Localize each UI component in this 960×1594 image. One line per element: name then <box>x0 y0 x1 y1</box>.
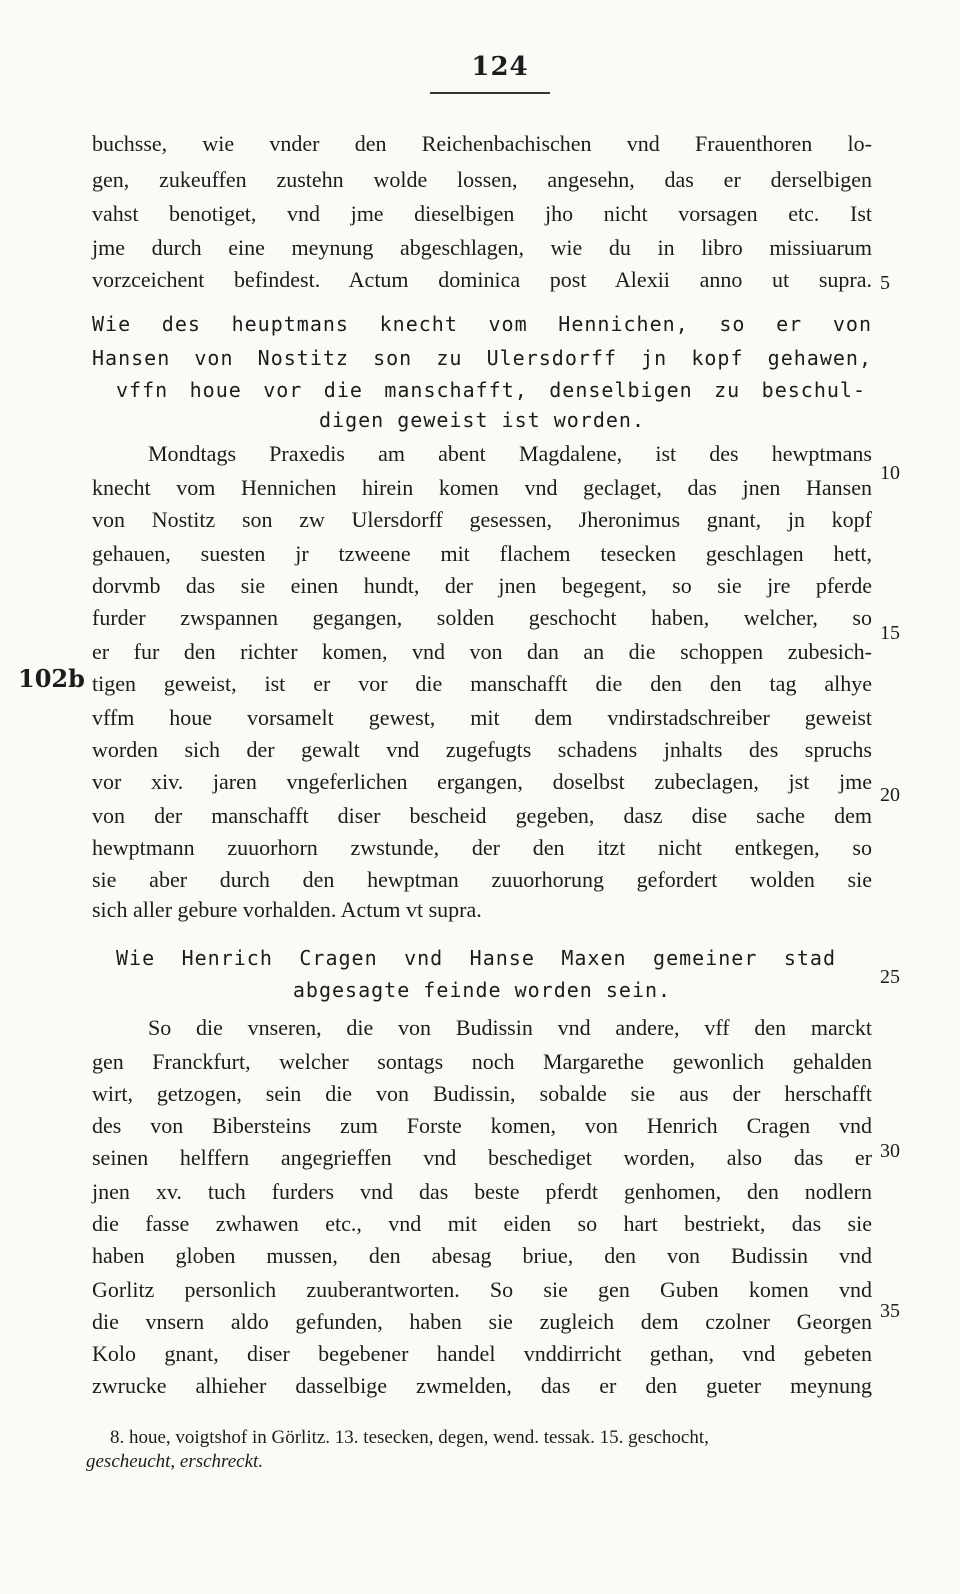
line-number: 30 <box>880 1140 900 1162</box>
text-line: jme durch eine meynung abgeschlagen, wie du in libro missiuarum <box>92 235 872 260</box>
text-line: vor xiv. jaren vngeferlichen ergangen, doselbst zubeclagen, jst jme <box>92 769 872 794</box>
text-line: Kolo gnant, diser begebener handel vnddirricht gethan, vnd gebeten <box>92 1341 872 1366</box>
page-number: 124 <box>471 52 529 82</box>
text-line: wirt, getzogen, sein die von Budissin, sobalde sie aus der herschafft <box>92 1081 872 1106</box>
header-rule <box>430 92 550 94</box>
line-number: 20 <box>880 784 900 806</box>
text-line: So die vnseren, die von Budissin vnd andere, vff den marckt <box>148 1015 872 1040</box>
section-heading: Hansen von Nostitz son zu Ulersdorff jn kopf gehawen, <box>92 346 872 370</box>
text-line: zwrucke alhieher dasselbige zwmelden, das er den gueter meynung <box>92 1373 872 1398</box>
text-line: Gorlitz personlich zuuberantworten. So sie gen Guben komen vnd <box>92 1277 872 1302</box>
text-line: die fasse zwhawen etc., vnd mit eiden so hart bestriekt, das sie <box>92 1211 872 1236</box>
text-line: knecht vom Hennichen hirein komen vnd geclaget, das jnen Hansen <box>92 475 872 500</box>
footnote-line: 8. houe, voigtshof in Görlitz. 13. tesecken, degen, wend. tessak. 15. geschocht, <box>110 1427 709 1448</box>
section-heading: abgesagte feinde worden sein. <box>292 978 672 1002</box>
line-number: 15 <box>880 622 900 644</box>
section-heading: Wie des heuptmans knecht vom Hennichen, so er von <box>92 312 872 336</box>
text-line: gen, zukeuffen zustehn wolde lossen, angesehn, das er derselbigen <box>92 167 872 192</box>
section-heading: vffn houe vor die manschafft, denselbigen zu beschul- <box>116 378 866 402</box>
text-line: des von Bibersteins zum Forste komen, von Henrich Cragen vnd <box>92 1113 872 1138</box>
text-line: die vnsern aldo gefunden, haben sie zugleich dem czolner Georgen <box>92 1309 872 1334</box>
footnote-line: gescheucht, erschreckt. <box>86 1451 264 1472</box>
section-heading: digen geweist ist worden. <box>318 408 646 432</box>
text-line: von der manschafft diser bescheid gegeben, dasz dise sache dem <box>92 803 872 828</box>
text-line: gen Franckfurt, welcher sontags noch Margarethe gewonlich gehalden <box>92 1049 872 1074</box>
text-line: vorzceichent befindest. Actum dominica post Alexii anno ut supra. <box>92 267 872 292</box>
text-line: Mondtags Praxedis am abent Magdalene, ist des hewptmans <box>148 441 872 466</box>
text-line: worden sich der gewalt vnd zugefugts schadens jnhalts des spruchs <box>92 737 872 762</box>
text-line: seinen helffern angegrieffen vnd beschediget worden, also das er <box>92 1145 872 1170</box>
line-number: 35 <box>880 1300 900 1322</box>
text-line: jnen xv. tuch furders vnd das beste pferdt genhomen, den nodlern <box>92 1179 872 1204</box>
line-number: 10 <box>880 462 900 484</box>
text-line: gehauen, suesten jr tzweene mit flachem tesecken geschlagen hett, <box>92 541 872 566</box>
text-line: hewptmann zuuorhorn zwstunde, der den itzt nicht entkegen, so <box>92 835 872 860</box>
text-line: buchsse, wie vnder den Reichenbachischen vnd Frauenthoren lo- <box>92 131 872 156</box>
text-line: vffm houe vorsamelt gewest, mit dem vndirstadschreiber geweist <box>92 705 872 730</box>
text-line: tigen geweist, ist er vor die manschafft die den den tag alhye <box>92 671 872 696</box>
text-line: haben globen mussen, den abesag briue, den von Budissin vnd <box>92 1243 872 1268</box>
section-heading: Wie Henrich Cragen vnd Hanse Maxen gemeiner stad <box>116 946 836 970</box>
text-line: sie aber durch den hewptman zuuorhorung gefordert wolden sie <box>92 867 872 892</box>
line-number: 5 <box>880 272 890 294</box>
text-line: dorvmb das sie einen hundt, der jnen begegent, so sie jre pferde <box>92 573 872 598</box>
text-line: er fur den richter komen, vnd von dan an die schoppen zubesich- <box>92 639 872 664</box>
text-line: vahst benotiget, vnd jme dieselbigen jho nicht vorsagen etc. Ist <box>92 201 872 226</box>
text-line: von Nostitz son zw Ulersdorff gesessen, Jheronimus gnant, jn kopf <box>92 507 872 532</box>
text-line: sich aller gebure vorhalden. Actum vt supra. <box>92 897 482 922</box>
line-number: 25 <box>880 966 900 988</box>
text-line: furder zwspannen gegangen, solden geschocht haben, welcher, so <box>92 605 872 630</box>
margin-folio-reference: 102b <box>18 664 85 693</box>
